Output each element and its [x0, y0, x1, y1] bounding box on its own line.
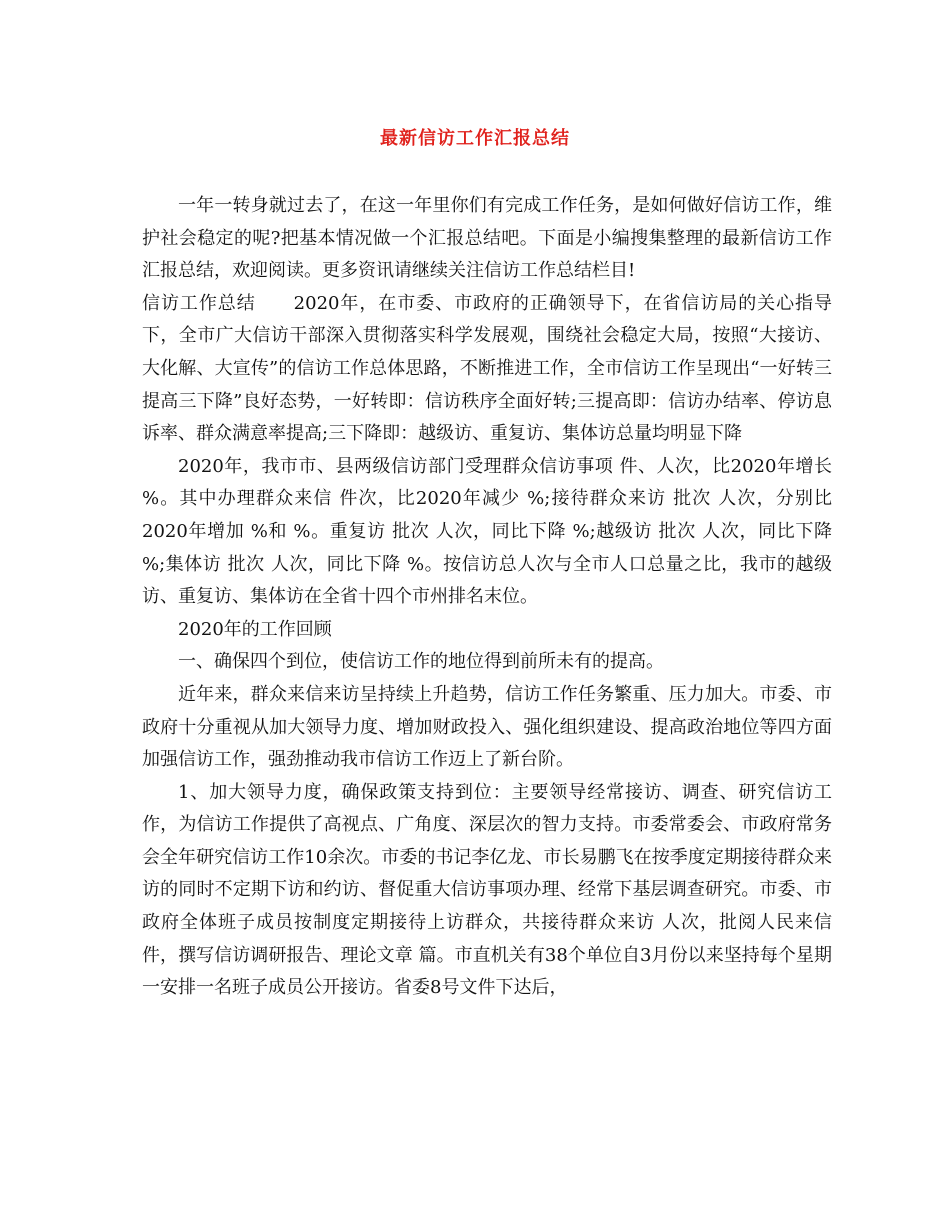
intro-paragraph: 一年一转身就过去了，在这一年里你们有完成工作任务，是如何做好信访工作，维护社会稳定的呢?把基本情况做一个汇报总结吧。下面是小编搜集整理的最新信访工作汇报总结，欢迎阅读。更多资讯请继续关注信访工作总结栏目!: [142, 195, 832, 282]
overview-paragraph: [142, 288, 832, 451]
overview-text: 2020年，在市委、市政府的正确领导下，在省信访局的关心指导下，全市广大信访干部深入贯彻落实科学发展观，围绕社会稳定大局，按照“大接访、大化解、大宣传”的信访工作总体思路，不断推进工作，全市信访工作呈现出“一好转三提高三下降”良好态势，一好转即：信访秩序全面好转;三提高即：信访办结率、停访息诉率、群众满意率提高;三下降即：越级访、重复访、集体访总量均明显下降: [142, 292, 833, 445]
document-body: [142, 190, 832, 1005]
stats-paragraph: 2020年，我市市、县两级信访部门受理群众信访事项 件、人次，比2020年增长 %。其中办理群众来信 件次，比2020年减少 %;接待群众来访 批次 人次，分别比2020年增加 %和 %。重复访 批次 人次，同比下降 %;越级访 批次 人次，同比下降 %;集体访 批次 人次，同比下降 %。按信访总人次与全市人口总量之比，我市的越级访、重复访、集体访在全省十四个市州排名末位。: [142, 455, 832, 608]
point1-paragraph: 近年来，群众来信来访呈持续上升趋势，信访工作任务繁重、压力加大。市委、市政府十分重视从加大领导力度、增加财政投入、强化组织建设、提高政治地位等四方面加强信访工作，强劲推动我市信访工作迈上了新台阶。: [142, 683, 832, 771]
item1-paragraph: 1、加大领导力度，确保政策支持到位：主要领导经常接访、调查、研究信访工作，为信访工作提供了高视点、广角度、深层次的智力支持。市委常委会、市政府常务会全年研究信访工作10余次。市委的书记李亿龙、市长易鹏飞在按季度定期接待群众来访的同时不定期下访和约访、督促重大信访事项办理、经常下基层调查研究。市委、市政府全体班子成员按制度定期接待上访群众，共接待群众来访 人次，批阅人民来信 件，撰写信访调研报告、理论文章 篇。市直机关有38个单位自3月份以来坚持每个星期一安排一名班子成员公开接访。省委8号文件下达后，: [142, 781, 832, 999]
review-heading: 2020年的工作回顾: [178, 618, 332, 640]
document-title: 最新信访工作汇报总结: [380, 128, 570, 149]
section-label: 信访工作总结: [142, 292, 256, 314]
point1-heading: 一、确保四个到位，使信访工作的地位得到前所未有的提高。: [178, 651, 664, 673]
